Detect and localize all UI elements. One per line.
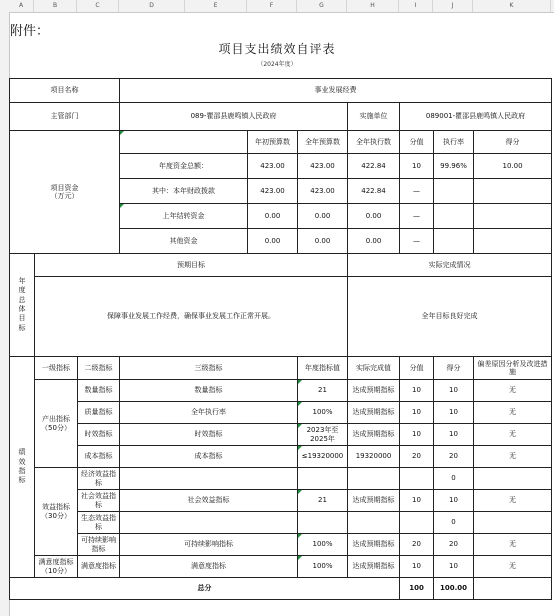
note-value: 无 xyxy=(474,380,552,402)
perf-col-header: 偏差原因分析及改进措施 xyxy=(474,357,552,380)
l2-indicator: 质量指标 xyxy=(78,402,120,424)
funds-row-label: 上年结转资金 xyxy=(120,204,248,229)
perf-col-header: 二级指标 xyxy=(78,357,120,380)
note-value: 无 xyxy=(474,446,552,468)
l2-indicator: 经济效益指标 xyxy=(78,468,120,490)
note-value: 无 xyxy=(474,556,552,578)
actual-value xyxy=(348,468,400,490)
perf-indicator-label: 绩效指标 xyxy=(10,357,35,578)
funds-cell: — xyxy=(400,229,434,254)
funds-col-header: 全年执行数 xyxy=(348,131,400,154)
target-value: 21 xyxy=(298,380,348,402)
funds-row-label: 年度资金总额： xyxy=(120,154,248,179)
got-value: 10 xyxy=(434,402,474,424)
perf-col-header: 年度指标值 xyxy=(298,357,348,380)
col-header-k[interactable]: K xyxy=(473,0,551,12)
dept-label: 主管部门 xyxy=(10,103,120,131)
total-score: 100 xyxy=(400,578,434,600)
annual-goal-label: 年度总体目标 xyxy=(10,254,35,357)
impl-label: 实施单位 xyxy=(348,103,400,131)
funds-cell: — xyxy=(400,204,434,229)
actual-value: 达成预期指标 xyxy=(348,556,400,578)
funds-cell: 0.00 xyxy=(348,204,400,229)
col-header-e[interactable]: E xyxy=(185,0,247,12)
target-value: 100% xyxy=(298,534,348,556)
l3-indicator: 社会效益指标 xyxy=(120,490,298,512)
perf-col-header: 一级指标 xyxy=(35,357,78,380)
funds-cell: 422.84 xyxy=(348,154,400,179)
funds-col-header: 执行率 xyxy=(434,131,474,154)
l3-indicator: 数量指标 xyxy=(120,380,298,402)
l3-indicator: 可持续影响指标 xyxy=(120,534,298,556)
col-header-j[interactable]: J xyxy=(433,0,473,12)
l3-indicator xyxy=(120,468,298,490)
l2-indicator: 可持续影响指标 xyxy=(78,534,120,556)
total-label: 总分 xyxy=(10,578,400,600)
score-value xyxy=(400,512,434,534)
funds-cell: 0.00 xyxy=(298,229,348,254)
col-header-h[interactable]: H xyxy=(347,0,399,12)
l2-indicator: 时效指标 xyxy=(78,424,120,446)
actual-value: 19320000 xyxy=(348,446,400,468)
funds-cell: 10 xyxy=(400,154,434,179)
got-value: 20 xyxy=(434,446,474,468)
target-value xyxy=(298,512,348,534)
total-note xyxy=(474,578,552,600)
note-value xyxy=(474,468,552,490)
score-value: 10 xyxy=(400,380,434,402)
actual-completion-text: 全年目标良好完成 xyxy=(348,277,552,357)
attachment-label: 附件： xyxy=(10,24,50,39)
funds-cell: 0.00 xyxy=(248,204,298,229)
target-value: 21 xyxy=(298,490,348,512)
l3-indicator: 全年执行率 xyxy=(120,402,298,424)
col-header-f[interactable]: F xyxy=(247,0,297,12)
score-value: 10 xyxy=(400,424,434,446)
got-value: 0 xyxy=(434,512,474,534)
funds-cell xyxy=(474,179,552,204)
funds-cell: 10.00 xyxy=(474,154,552,179)
output-indicator-label: 产出指标 （50分） xyxy=(35,380,78,468)
funds-row-label: 其他资金 xyxy=(120,229,248,254)
funds-col-header: 得分 xyxy=(474,131,552,154)
col-header-a[interactable]: A xyxy=(9,0,34,12)
funds-col-header: 年初预算数 xyxy=(248,131,298,154)
score-value: 10 xyxy=(400,402,434,424)
col-header-g[interactable]: G xyxy=(297,0,347,12)
funds-cell xyxy=(434,204,474,229)
total-got: 100.00 xyxy=(434,578,474,600)
funds-cell: 99.96% xyxy=(434,154,474,179)
note-value: 无 xyxy=(474,402,552,424)
funds-cell xyxy=(434,179,474,204)
col-header-b[interactable]: B xyxy=(34,0,77,12)
self-evaluation-table xyxy=(9,78,552,600)
funds-col-header: 全年预算数 xyxy=(298,131,348,154)
note-value: 无 xyxy=(474,424,552,446)
note-value: 无 xyxy=(474,534,552,556)
funds-cell: 423.00 xyxy=(248,154,298,179)
funds-cell: 0.00 xyxy=(348,229,400,254)
funds-cell: 423.00 xyxy=(248,179,298,204)
satisfaction-indicator-label: 满意度指标（10分） xyxy=(35,556,78,578)
actual-value: 达成预期指标 xyxy=(348,534,400,556)
funds-blank-header xyxy=(120,131,248,154)
benefit-indicator-label: 效益指标 （30分） xyxy=(35,468,78,556)
l2-indicator: 满意度指标 xyxy=(78,556,120,578)
score-value: 20 xyxy=(400,534,434,556)
expected-goal-text: 保障事业发展工作经费，确保事业发展工作正常开展。 xyxy=(35,277,348,357)
perf-col-header: 实际完成值 xyxy=(348,357,400,380)
funds-cell xyxy=(474,229,552,254)
target-value xyxy=(298,468,348,490)
got-value: 10 xyxy=(434,424,474,446)
got-value: 20 xyxy=(434,534,474,556)
target-value: 2023年至2025年 xyxy=(298,424,348,446)
col-header-d[interactable]: D xyxy=(119,0,185,12)
target-value: 100% xyxy=(298,556,348,578)
column-header-bar xyxy=(0,0,554,13)
funds-cell: 422.84 xyxy=(348,179,400,204)
page-subtitle: （2024年度） xyxy=(257,61,297,68)
l2-indicator: 成本指标 xyxy=(78,446,120,468)
actual-value: 达成预期指标 xyxy=(348,402,400,424)
l3-indicator: 满意度指标 xyxy=(120,556,298,578)
note-value: 无 xyxy=(474,490,552,512)
actual-value: 达成预期指标 xyxy=(348,424,400,446)
funds-cell: 423.00 xyxy=(298,179,348,204)
perf-col-header: 三级指标 xyxy=(120,357,298,380)
target-value: 100% xyxy=(298,402,348,424)
funds-row-label: 其中：本年财政拨款 xyxy=(120,179,248,204)
l2-indicator: 生态效益指标 xyxy=(78,512,120,534)
l3-indicator: 成本指标 xyxy=(120,446,298,468)
funds-cell: 423.00 xyxy=(298,154,348,179)
dept-value: 089-瞿邵县鹿鸣镇人民政府 xyxy=(120,103,348,131)
funds-cell xyxy=(434,229,474,254)
score-value: 10 xyxy=(400,556,434,578)
l2-indicator: 社会效益指标 xyxy=(78,490,120,512)
funds-section-label: 项目资金 （万元） xyxy=(10,131,120,254)
got-value: 0 xyxy=(434,468,474,490)
score-value: 10 xyxy=(400,490,434,512)
got-value: 10 xyxy=(434,490,474,512)
expected-goal-header: 预期目标 xyxy=(35,254,348,277)
funds-col-header: 分值 xyxy=(400,131,434,154)
l2-indicator: 数量指标 xyxy=(78,380,120,402)
project-name-label: 项目名称 xyxy=(10,79,120,103)
project-name-value: 事业发展经费 xyxy=(120,79,552,103)
l3-indicator: 时效指标 xyxy=(120,424,298,446)
score-value xyxy=(400,468,434,490)
score-value: 20 xyxy=(400,446,434,468)
actual-value: 达成预期指标 xyxy=(348,380,400,402)
col-header-i[interactable]: I xyxy=(399,0,433,12)
col-header-c[interactable]: C xyxy=(77,0,119,12)
impl-value: 089001-瞿邵县鹿鸣镇人民政府 xyxy=(400,103,552,131)
got-value: 10 xyxy=(434,380,474,402)
l3-indicator xyxy=(120,512,298,534)
funds-cell: 0.00 xyxy=(298,204,348,229)
actual-value xyxy=(348,512,400,534)
funds-cell xyxy=(474,204,552,229)
funds-cell: 0.00 xyxy=(248,229,298,254)
actual-value: 达成预期指标 xyxy=(348,490,400,512)
target-value: ≤19320000 xyxy=(298,446,348,468)
actual-completion-header: 实际完成情况 xyxy=(348,254,552,277)
note-value xyxy=(474,512,552,534)
page-title: 项目支出绩效自评表 xyxy=(218,42,336,56)
funds-cell: — xyxy=(400,179,434,204)
perf-col-header: 得分 xyxy=(434,357,474,380)
perf-col-header: 分值 xyxy=(400,357,434,380)
got-value: 10 xyxy=(434,556,474,578)
